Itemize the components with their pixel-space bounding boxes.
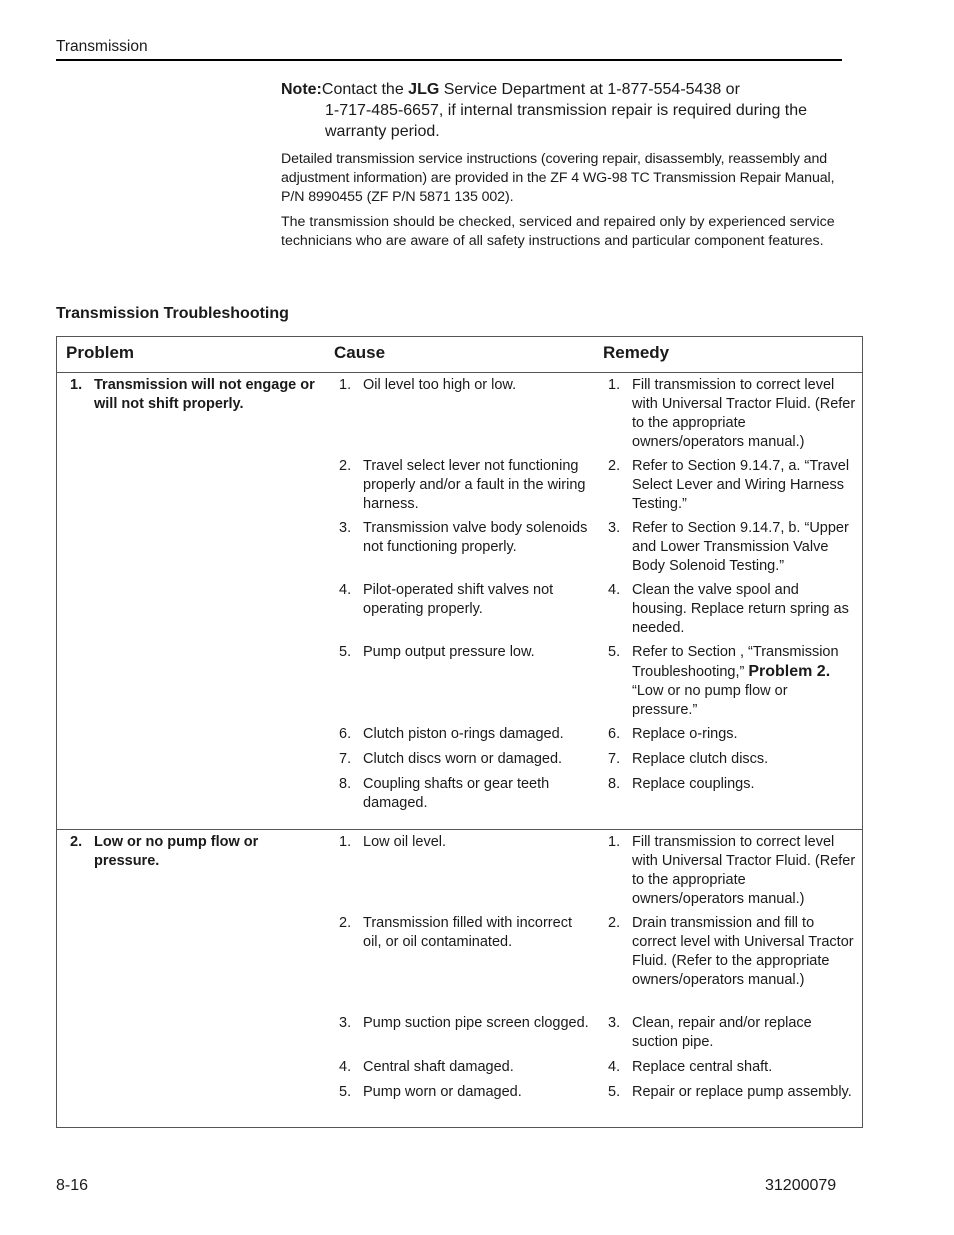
remedy-number: 1. (608, 834, 621, 850)
cause-number: 3. (339, 1015, 352, 1031)
table-row (57, 457, 862, 519)
note-line1: Service Department at 1-877-554-5438 or (439, 81, 740, 98)
remedy-problem-link: Problem 2. (748, 663, 831, 680)
cause-text: Transmission filled with incorrect oil, or oil contaminated. (363, 915, 572, 950)
cause-number: 3. (339, 520, 352, 536)
remedy-number: 3. (608, 520, 621, 536)
section-heading: Transmission Troubleshooting (56, 305, 289, 322)
cause-text: Oil level too high or low. (363, 377, 517, 393)
cause-number: 6. (339, 726, 352, 742)
remedy-text: Clean the valve spool and housing. Replace return spring as needed. (632, 582, 849, 636)
remedy-text: Fill transmission to correct level with Universal Tractor Fluid. (Refer to the appropriate owners/operators manual.) (632, 834, 856, 907)
note-block (281, 79, 846, 142)
cause-number: 7. (339, 751, 352, 767)
cause-number: 5. (339, 1084, 352, 1100)
remedy-text: Refer to Section 9.14.7, b. “Upper and Lower Transmission Valve Body Solenoid Testing.” (632, 520, 849, 574)
remedy-cell (608, 1058, 856, 1083)
remedy-cell (608, 457, 856, 519)
table-row (57, 725, 862, 750)
remedy-cell (608, 519, 856, 581)
remedy-text: Fill transmission to correct level with Universal Tractor Fluid. (Refer to the appropriate owners/operators manual.) (632, 377, 856, 450)
paragraph-service-instructions: Detailed transmission service instructions (covering repair, disassembly, reassembly and adjustment information) are provided in the ZF 4 WG-98 TC Transmission Repair Manual, P/N 8990455 (ZF P/N 5871 135 002). (281, 151, 835, 205)
note-brand: JLG (408, 81, 440, 98)
remedy-number: 6. (608, 726, 621, 742)
cause-text: Pump output pressure low. (363, 644, 535, 660)
cause-number: 2. (339, 915, 352, 931)
cause-text: Low oil level. (363, 834, 447, 850)
header-remedy: Remedy (603, 343, 670, 362)
table-row (57, 775, 862, 821)
remedy-number: 2. (608, 458, 621, 474)
remedy-text: Clean, repair and/or replace suction pipe. (632, 1015, 812, 1050)
remedy-text: Replace couplings. (632, 776, 755, 792)
cause-number: 1. (339, 834, 352, 850)
remedy-cell (608, 775, 856, 821)
cause-text: Pilot-operated shift valves not operating properly. (363, 582, 554, 617)
remedy-number: 4. (608, 582, 621, 598)
problem-group (57, 830, 862, 1127)
cause-text: Central shaft damaged. (363, 1059, 514, 1075)
remedy-text-post: “Low or no pump flow or pressure.” (632, 683, 788, 718)
remedy-cell (608, 376, 856, 457)
remedy-number: 5. (608, 1084, 621, 1100)
remedy-number: 3. (608, 1015, 621, 1031)
running-header: Transmission (56, 38, 148, 55)
cause-cell (339, 519, 590, 581)
remedy-text-pre: Refer to Section , “Transmission Troubleshooting,” (632, 644, 839, 680)
problem-cell (70, 833, 315, 871)
cause-number: 2. (339, 458, 352, 474)
cause-number: 4. (339, 582, 352, 598)
cause-number: 4. (339, 1059, 352, 1075)
cause-cell (339, 581, 590, 643)
remedy-number: 5. (608, 644, 621, 660)
remedy-cell (608, 914, 856, 1014)
document-number: 31200079 (765, 1177, 837, 1194)
remedy-text: Drain transmission and fill to correct level with Universal Tractor Fluid. (Refer to the appropriate owners/operators manual.) (632, 915, 854, 988)
remedy-text: Refer to Section 9.14.7, a. “Travel Select Lever and Wiring Harness Testing.” (632, 458, 850, 512)
cause-text: Pump suction pipe screen clogged. (363, 1015, 589, 1031)
remedy-text: Replace central shaft. (632, 1059, 773, 1075)
problem-cell (70, 376, 315, 414)
remedy-cell (608, 833, 856, 914)
remedy-text: Replace clutch discs. (632, 751, 769, 767)
cause-number: 5. (339, 644, 352, 660)
remedy-text: Repair or replace pump assembly. (632, 1084, 852, 1100)
remedy-number: 1. (608, 377, 621, 393)
note-line2: 1-717-485-6657, if internal transmission repair is required during the (325, 102, 808, 119)
problem-number: 1. (70, 377, 83, 393)
remedy-cell (608, 643, 856, 725)
remedy-cell (608, 725, 856, 750)
cause-text: Travel select lever not functioning properly and/or a fault in the wiring harness. (363, 458, 586, 512)
table-row (57, 519, 862, 581)
cause-cell (339, 643, 590, 725)
note-label: Note: (281, 81, 322, 98)
problem-group (57, 373, 862, 830)
remedy-number: 4. (608, 1059, 621, 1075)
remedy-text (608, 643, 856, 720)
remedy-number: 2. (608, 915, 621, 931)
table-row (57, 1014, 862, 1058)
paragraph-technicians: The transmission should be checked, serviced and repaired only by experienced service technicians who are aware of all safety instructions and particular component features. (281, 214, 835, 249)
note-line3: warranty period. (325, 123, 440, 140)
remedy-cell (608, 581, 856, 643)
table-row (57, 581, 862, 643)
problem-text: Transmission will not engage or will not shift properly. (94, 377, 315, 412)
remedy-cell (608, 1014, 856, 1058)
remedy-cell (608, 750, 856, 775)
cause-cell (339, 833, 590, 914)
header-problem: Problem (66, 343, 135, 362)
remedy-number: 8. (608, 776, 621, 792)
table-row (57, 750, 862, 775)
cause-cell (339, 750, 590, 775)
problem-text: Low or no pump flow or pressure. (94, 834, 259, 869)
cause-cell (339, 376, 590, 457)
troubleshooting-table (56, 336, 863, 1128)
cause-number: 8. (339, 776, 352, 792)
cause-cell (339, 457, 590, 519)
cause-text: Coupling shafts or gear teeth damaged. (363, 776, 550, 811)
note-pre: Contact the (321, 81, 409, 98)
table-body (57, 373, 862, 1127)
cause-cell (339, 1083, 590, 1119)
cause-text: Clutch discs worn or damaged. (363, 751, 563, 767)
header-rule (56, 59, 842, 61)
header-cause: Cause (334, 343, 386, 362)
cause-cell (339, 775, 590, 821)
cause-cell (339, 914, 590, 1014)
page-number: 8-16 (56, 1177, 89, 1194)
remedy-cell (608, 1083, 856, 1119)
cause-number: 1. (339, 377, 352, 393)
problem-number: 2. (70, 834, 83, 850)
remedy-number: 7. (608, 751, 621, 767)
cause-text: Transmission valve body solenoids not functioning properly. (363, 520, 588, 555)
remedy-text: Replace o-rings. (632, 726, 738, 742)
cause-cell (339, 1058, 590, 1083)
cause-cell (339, 725, 590, 750)
cause-text: Pump worn or damaged. (363, 1084, 522, 1100)
table-row (57, 643, 862, 725)
table-row (57, 1058, 862, 1083)
table-header-row (57, 337, 862, 373)
cause-cell (339, 1014, 590, 1058)
cause-text: Clutch piston o-rings damaged. (363, 726, 564, 742)
table-row (57, 1083, 862, 1119)
table-row (57, 914, 862, 1014)
